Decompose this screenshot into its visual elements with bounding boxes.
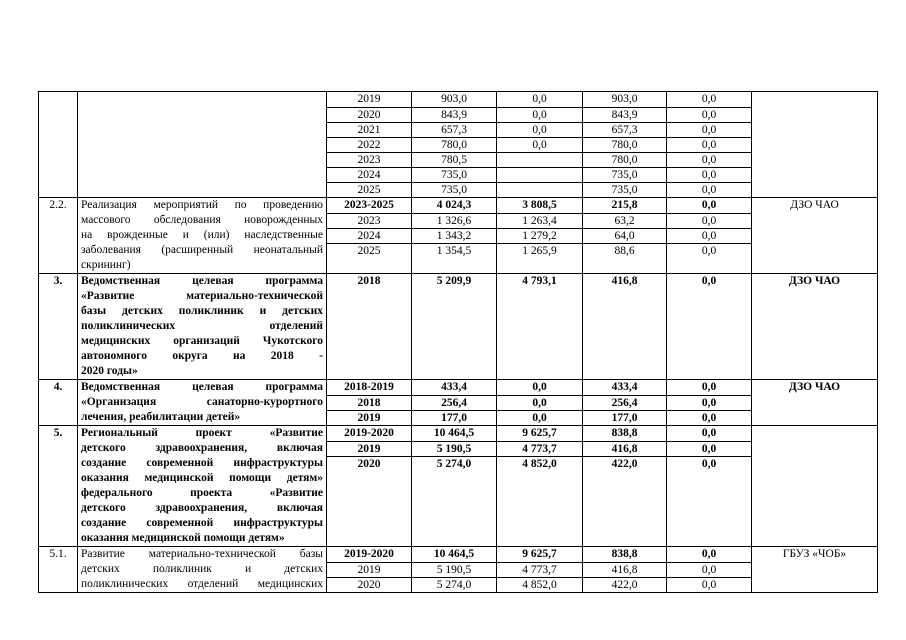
regional-cell bbox=[583, 426, 666, 471]
total-cell bbox=[412, 198, 496, 258]
table-row bbox=[39, 547, 878, 593]
federal-value: 9 625,7 bbox=[522, 548, 557, 560]
federal-value: 0,0 bbox=[497, 137, 582, 152]
description-line: скрининг) bbox=[81, 259, 131, 271]
description-line: поликлинических отделений bbox=[81, 320, 323, 332]
years-value: 2019 bbox=[327, 441, 411, 456]
total-cell bbox=[412, 547, 496, 592]
row-number: 3. bbox=[39, 274, 78, 380]
federal-value bbox=[497, 152, 582, 167]
years-value: 2021 bbox=[327, 122, 411, 137]
federal-value bbox=[497, 182, 582, 197]
description-line: лечения, реабилитации детей» bbox=[81, 411, 241, 423]
total-value: 1 343,2 bbox=[412, 228, 496, 243]
regional-value: 838,8 bbox=[611, 548, 638, 560]
table-row bbox=[39, 198, 878, 274]
executor-cell: ГБУЗ «ЧОБ» bbox=[752, 547, 878, 593]
row-description bbox=[78, 426, 327, 547]
total-cell bbox=[412, 426, 496, 471]
regional-value: 416,8 bbox=[583, 562, 666, 577]
regional-value: 64,0 bbox=[583, 228, 666, 243]
other-value: 0,0 bbox=[701, 381, 717, 393]
total-value: 5 274,0 bbox=[412, 577, 496, 592]
other-value: 0,0 bbox=[667, 107, 751, 122]
years-value: 2025 bbox=[327, 243, 411, 258]
years-value: 2019 bbox=[357, 93, 381, 105]
description-line: 2020 годы» bbox=[81, 365, 138, 377]
other-value: 0,0 bbox=[667, 152, 751, 167]
regional-cell bbox=[583, 92, 666, 197]
regional-value: 422,0 bbox=[583, 456, 666, 471]
other-value: 0,0 bbox=[667, 441, 751, 456]
total-value: 4 024,3 bbox=[436, 199, 472, 211]
total-value: 903,0 bbox=[441, 93, 467, 105]
other-value: 0,0 bbox=[667, 395, 751, 410]
years-value: 2024 bbox=[327, 167, 411, 182]
other-cell bbox=[667, 92, 751, 197]
total-cell bbox=[412, 274, 496, 289]
description-line: детских поликлиник и детских bbox=[81, 563, 323, 575]
federal-value: 4 773,7 bbox=[497, 562, 582, 577]
years-cell bbox=[327, 198, 411, 258]
regional-value: 843,9 bbox=[583, 107, 666, 122]
description-line: Реализация мероприятий по проведению bbox=[81, 199, 323, 211]
table-row bbox=[39, 380, 878, 426]
description-line: базы детских поликлиник и детских bbox=[81, 305, 323, 317]
federal-value bbox=[497, 167, 582, 182]
years-value: 2019-2020 bbox=[344, 548, 394, 560]
federal-value: 4 852,0 bbox=[497, 456, 582, 471]
regional-value: 735,0 bbox=[583, 182, 666, 197]
federal-value: 4 773,7 bbox=[497, 441, 582, 456]
description-line: оказания медицинской помощи детям» bbox=[81, 532, 285, 544]
regional-value: 215,8 bbox=[611, 199, 638, 211]
row-number: 5.1. bbox=[39, 547, 78, 593]
years-value: 2018-2019 bbox=[344, 381, 394, 393]
regional-value: 422,0 bbox=[583, 577, 666, 592]
years-value: 2023-2025 bbox=[344, 199, 394, 211]
other-value: 0,0 bbox=[667, 410, 751, 425]
total-value: 5 190,5 bbox=[412, 562, 496, 577]
row-number: 2.2. bbox=[39, 198, 78, 274]
other-value: 0,0 bbox=[667, 122, 751, 137]
total-value: 1 326,6 bbox=[412, 213, 496, 228]
years-value: 2020 bbox=[327, 107, 411, 122]
federal-value: 0,0 bbox=[497, 410, 582, 425]
other-value: 0,0 bbox=[701, 427, 717, 439]
years-cell bbox=[327, 274, 411, 289]
federal-value: 3 808,5 bbox=[522, 199, 557, 211]
total-cell bbox=[412, 380, 496, 425]
total-value: 433,4 bbox=[441, 381, 467, 393]
other-value: 0,0 bbox=[701, 199, 717, 211]
years-value: 2020 bbox=[327, 456, 411, 471]
years-value: 2023 bbox=[327, 152, 411, 167]
total-value: 10 464,5 bbox=[433, 427, 475, 439]
other-cell bbox=[667, 426, 751, 471]
description-line: Региональный проект «Развитие bbox=[81, 427, 323, 439]
regional-value: 256,4 bbox=[583, 395, 666, 410]
executor-cell bbox=[752, 426, 878, 547]
regional-value: 735,0 bbox=[583, 167, 666, 182]
years-cell bbox=[327, 92, 411, 197]
description-line: «Организация санаторно-курортного bbox=[81, 396, 323, 408]
total-value: 780,0 bbox=[412, 137, 496, 152]
description-line: автономного округа на 2018 - bbox=[81, 350, 323, 362]
total-value: 5 190,5 bbox=[412, 441, 496, 456]
budget-table bbox=[38, 91, 878, 593]
regional-value: 177,0 bbox=[583, 410, 666, 425]
federal-value: 4 852,0 bbox=[497, 577, 582, 592]
other-cell bbox=[667, 380, 751, 425]
other-value: 0,0 bbox=[667, 577, 751, 592]
other-value: 0,0 bbox=[667, 213, 751, 228]
years-value: 2019 bbox=[327, 410, 411, 425]
row-description bbox=[78, 547, 327, 593]
row-number: 5. bbox=[39, 426, 78, 547]
total-value: 1 354,5 bbox=[412, 243, 496, 258]
years-value: 2019 bbox=[327, 562, 411, 577]
regional-value: 657,3 bbox=[583, 122, 666, 137]
description-line: создание современной инфраструктуры bbox=[81, 457, 323, 469]
description-line: детского здравоохранения, включая bbox=[81, 442, 323, 454]
regional-cell bbox=[583, 547, 666, 592]
federal-cell bbox=[497, 547, 582, 592]
total-value: 843,9 bbox=[412, 107, 496, 122]
description-line: Ведомственная целевая программа bbox=[81, 275, 323, 287]
other-cell bbox=[667, 547, 751, 592]
description-line: на врожденные и (или) наследственные bbox=[81, 229, 323, 241]
other-value: 0,0 bbox=[667, 182, 751, 197]
other-value: 0,0 bbox=[667, 167, 751, 182]
other-value: 0,0 bbox=[667, 228, 751, 243]
row-description bbox=[78, 380, 327, 426]
other-cell bbox=[667, 274, 751, 289]
other-value: 0,0 bbox=[667, 243, 751, 258]
federal-value: 1 279,2 bbox=[497, 228, 582, 243]
years-value: 2020 bbox=[327, 577, 411, 592]
years-value: 2019-2020 bbox=[344, 427, 394, 439]
regional-value: 903,0 bbox=[611, 93, 638, 105]
total-cell bbox=[412, 92, 496, 197]
years-value: 2025 bbox=[327, 182, 411, 197]
total-value: 780,5 bbox=[412, 152, 496, 167]
table-row bbox=[39, 426, 878, 547]
federal-cell bbox=[497, 426, 582, 471]
years-cell bbox=[327, 547, 411, 592]
regional-value: 416,8 bbox=[611, 275, 638, 287]
description-line: Ведомственная целевая программа bbox=[81, 381, 323, 393]
federal-value: 0,0 bbox=[532, 93, 547, 105]
description-line: «Развитие материально-технической bbox=[81, 290, 323, 302]
executor-cell: ДЗО ЧАО bbox=[752, 274, 878, 380]
regional-value: 780,0 bbox=[583, 152, 666, 167]
regional-cell bbox=[583, 380, 666, 425]
federal-value: 0,0 bbox=[497, 122, 582, 137]
executor-cell bbox=[752, 92, 878, 198]
years-cell bbox=[327, 380, 411, 425]
total-value: 5 209,9 bbox=[436, 275, 472, 287]
total-value: 735,0 bbox=[412, 167, 496, 182]
description-line: создание современной инфраструктуры bbox=[81, 517, 323, 529]
total-value: 177,0 bbox=[412, 410, 496, 425]
years-value: 2022 bbox=[327, 137, 411, 152]
regional-value: 88,6 bbox=[583, 243, 666, 258]
total-value: 256,4 bbox=[412, 395, 496, 410]
total-value: 735,0 bbox=[412, 182, 496, 197]
total-value: 10 464,5 bbox=[433, 548, 475, 560]
federal-cell bbox=[497, 92, 582, 197]
description-line: детского здравоохранения, включая bbox=[81, 502, 323, 514]
total-value: 5 274,0 bbox=[412, 456, 496, 471]
regional-value: 63,2 bbox=[583, 213, 666, 228]
description-line: оказания медицинской помощи детям» bbox=[81, 472, 323, 484]
federal-value: 1 265,9 bbox=[497, 243, 582, 258]
years-value: 2023 bbox=[327, 213, 411, 228]
other-value: 0,0 bbox=[701, 275, 717, 287]
row-description bbox=[78, 274, 327, 380]
regional-cell bbox=[583, 274, 666, 289]
years-value: 2018 bbox=[327, 395, 411, 410]
regional-cell bbox=[583, 198, 666, 258]
total-value: 657,3 bbox=[412, 122, 496, 137]
row-number bbox=[39, 92, 78, 198]
federal-cell bbox=[497, 274, 582, 289]
years-value: 2018 bbox=[357, 275, 381, 287]
other-value: 0,0 bbox=[701, 548, 717, 560]
row-description bbox=[78, 92, 327, 198]
description-line: заболевания (расширенный неонатальный bbox=[81, 244, 323, 256]
federal-cell bbox=[497, 380, 582, 425]
years-value: 2024 bbox=[327, 228, 411, 243]
other-cell bbox=[667, 198, 751, 258]
federal-cell bbox=[497, 198, 582, 258]
other-value: 0,0 bbox=[667, 456, 751, 471]
federal-value: 9 625,7 bbox=[522, 427, 557, 439]
row-description bbox=[78, 198, 327, 274]
federal-value: 0,0 bbox=[497, 107, 582, 122]
description-line: медицинских организаций Чукотского bbox=[81, 335, 323, 347]
regional-value: 780,0 bbox=[583, 137, 666, 152]
regional-value: 838,8 bbox=[611, 427, 638, 439]
description-line: поликлинических отделений медицинских bbox=[81, 578, 323, 590]
row-number: 4. bbox=[39, 380, 78, 426]
federal-value: 1 263,4 bbox=[497, 213, 582, 228]
federal-value: 0,0 bbox=[532, 381, 547, 393]
executor-cell: ДЗО ЧАО bbox=[752, 380, 878, 426]
description-line: массового обследования новорожденных bbox=[81, 214, 323, 226]
table-row bbox=[39, 92, 878, 198]
years-cell bbox=[327, 426, 411, 471]
federal-value: 0,0 bbox=[497, 395, 582, 410]
other-value: 0,0 bbox=[701, 93, 717, 105]
other-value: 0,0 bbox=[667, 137, 751, 152]
regional-value: 416,8 bbox=[583, 441, 666, 456]
executor-cell: ДЗО ЧАО bbox=[752, 198, 878, 274]
federal-value: 4 793,1 bbox=[522, 275, 557, 287]
description-line: Развитие материально-технической базы bbox=[81, 548, 323, 560]
other-value: 0,0 bbox=[667, 562, 751, 577]
description-line: федерального проекта «Развитие bbox=[81, 487, 323, 499]
table-row bbox=[39, 274, 878, 380]
regional-value: 433,4 bbox=[611, 381, 638, 393]
